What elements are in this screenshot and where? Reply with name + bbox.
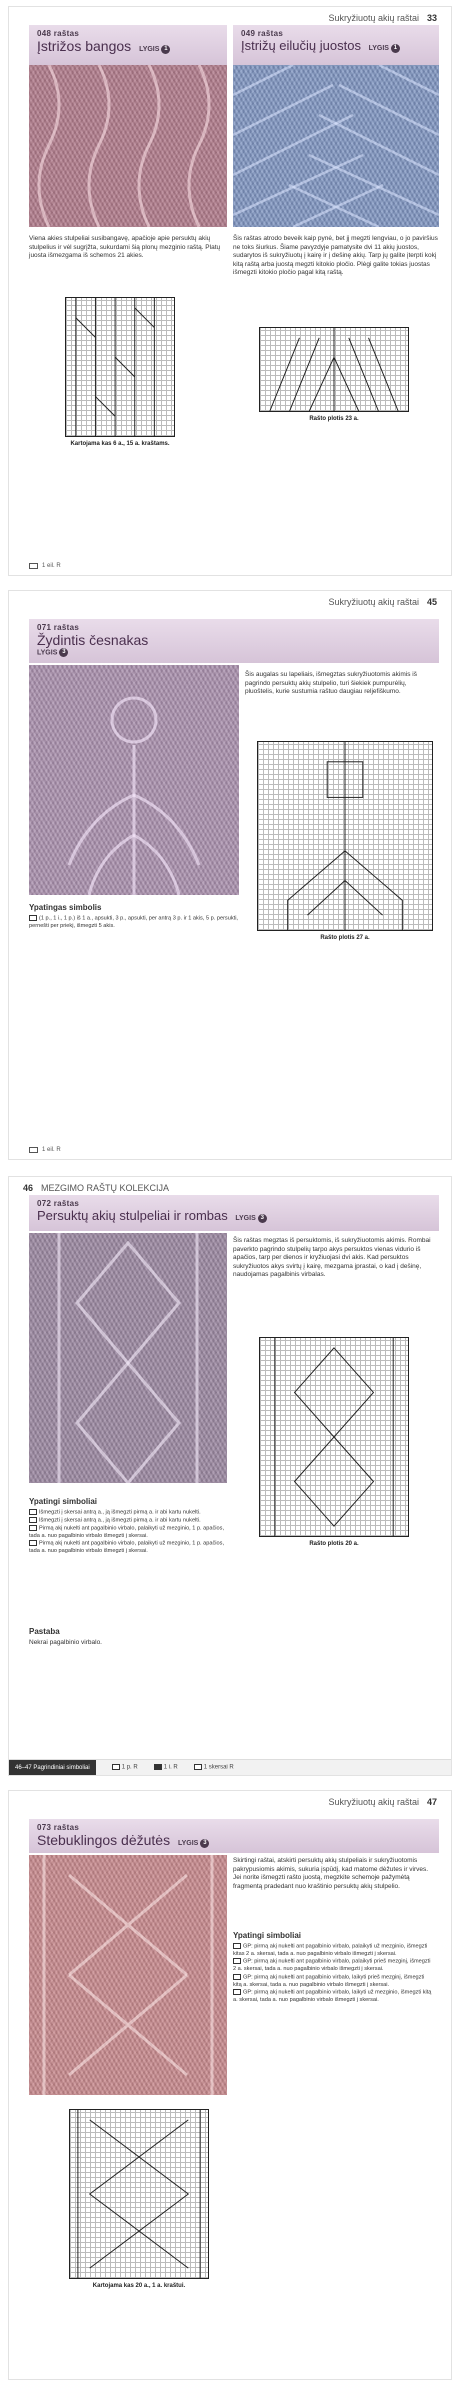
page-footer: [29, 1147, 61, 1153]
chart-caption: Rašto plotis 27 a.: [320, 935, 370, 941]
book-page-46: [8, 1176, 452, 1776]
level-label: LYGIS: [177, 1840, 199, 1847]
stitch-key-icon: [29, 1147, 38, 1153]
symbols-heading: Ypatingi simboliai: [233, 1931, 302, 1940]
pattern-number: 073 raštas: [37, 1823, 80, 1832]
pattern-number: 048 raštas: [37, 29, 80, 38]
symbols-list: [29, 915, 239, 930]
stitch-symbol-icon: [29, 1540, 37, 1546]
symbol-entry: [29, 1540, 229, 1555]
level-badge: [139, 46, 170, 53]
knit-swatch-photo: [29, 1233, 227, 1483]
symbol-text: Išmegzti į skersai antrą a., ją išmegzti pirmą a. ir abi kartu nukelti.: [39, 1517, 201, 1524]
running-head: [328, 1797, 437, 1807]
pattern-072-title-bar: [29, 1195, 439, 1231]
symbol-text: Išmegzti į skersai antrą a., ją išmegzti pirmą a. ir abi kartu nukelti.: [39, 1509, 201, 1516]
level-badge: [178, 1840, 209, 1847]
level-label: LYGIS: [368, 45, 389, 52]
pattern-name: Stebuklingos dėžutės: [37, 1832, 171, 1848]
knit-swatch-photo: [29, 1855, 227, 2095]
pattern-073-title-bar: [29, 1819, 439, 1853]
level-number: 3: [200, 1839, 209, 1848]
symbol-entry: [29, 1525, 229, 1540]
stitch-symbol-icon: [233, 1958, 241, 1964]
stitch-symbol-icon: [233, 1943, 241, 1949]
basic-symbols-legend: [9, 1759, 451, 1775]
book-page-45: [8, 590, 452, 1160]
symbols-heading: Ypatingas simbolis: [29, 903, 102, 912]
running-head: [328, 597, 437, 607]
symbol-entry: [233, 1943, 433, 1958]
pattern-name: Įstrižos bangos: [37, 38, 132, 54]
pattern-number: 049 raštas: [241, 29, 284, 38]
legend-title: 46–47 Pagrindiniai simboliai: [9, 1760, 96, 1776]
knit-swatch-photo: [233, 65, 439, 227]
pattern-071-title-bar: [29, 619, 439, 663]
pattern-name: Persuktų akių stulpeliai ir rombas: [37, 1208, 228, 1223]
symbol-entry: [233, 1974, 433, 1989]
book-page-47: [8, 1790, 452, 2380]
knit-swatch-photo: [29, 65, 227, 227]
stitch-symbol-icon: [29, 1517, 37, 1523]
chart-caption: Kartojama kas 6 a., 15 a. kraštams.: [70, 441, 170, 447]
symbol-text: Pirmą akį nukelti ant pagalbinio virbalo, palaikyti už mezginio, 1 p. apačios, tada a. nuo pagalbinio virbalo išmegzti į skersai.: [29, 1540, 225, 1555]
symbol-entry: [29, 915, 239, 930]
knit-swatch-photo: [29, 665, 239, 895]
pattern-048-title-bar: [29, 25, 227, 65]
note-heading: Pastaba: [29, 1627, 60, 1636]
pattern-title: [37, 1832, 431, 1848]
knitting-chart: [257, 741, 433, 931]
legend-item: [194, 1764, 234, 1771]
symbol-text: GP: pirmą akį nukelti ant pagalbinio virbalo, palaikyti už mezginio, išmegzti kitas 2 a. skersai, tada a. nuo pagalbinio virbalo išmegzti į skersai.: [233, 1943, 428, 1957]
running-head-title: Sukryžiuotų akių raštai: [328, 1797, 419, 1807]
level-label: LYGIS: [37, 649, 58, 657]
stitch-symbol-icon: [29, 1525, 37, 1531]
pattern-title: [37, 1208, 431, 1223]
running-head-title: MEZGIMO RAŠTŲ KOLEKCIJA: [41, 1183, 170, 1193]
knitting-chart: [69, 2109, 209, 2279]
symbol-text: Pirmą akį nukelti ant pagalbinio virbalo, palaikyti už mezginio, 1 p. apačios, tada a. nuo pagalbinio virbalo išmegzti į skersai.: [29, 1525, 225, 1539]
level-number: 3: [59, 648, 68, 657]
level-badge: [369, 45, 400, 52]
page-number: 47: [426, 1797, 437, 1807]
knitting-chart: [259, 327, 409, 412]
stitch-symbol-icon: [233, 1974, 241, 1980]
running-head-title: Sukryžiuotų akių raštai: [328, 13, 419, 23]
pattern-description: Šis raštas megztas iš persuktomis, iš sukryžiuotomis akimis. Rombai paverkto pagrindo stulpelių tarpo akys persuktos vienas vidurio iš apačios, tarp per dienos ir kryžiuojasi dvi akis. Kad persuktos sukryžiuotos akys svirtų į kairę, mezgama įprastai, o kad į dešinę, naudojamas pagalbinis virbalas.: [233, 1237, 431, 1278]
running-head: [23, 1183, 169, 1193]
symbol-text: GP: pirmą akį nukelti ant pagalbinio virbalo, laikyti prieš mezginį, išmegzti kitą a. skersai, tada a. nuo pagalbinio virbalo išmegzti į skersai.: [233, 1974, 425, 1988]
level-label: LYGIS: [139, 46, 160, 53]
symbol-entry: [29, 1517, 229, 1525]
legend-label: 1 p. R: [121, 1764, 138, 1771]
symbol-text: GP: pirmą akį nukelti ant pagalbinio virbalo, laikyti už mezginio, išmegzti kitą a. skersai, tada a. nuo pagalbinio virbalo išmegzti į skersai.: [233, 1989, 432, 2004]
level-badge: [37, 648, 431, 657]
pattern-number: 072 raštas: [37, 1199, 80, 1208]
stitch-key-icon: [29, 563, 38, 569]
level-number: 1: [161, 45, 170, 54]
book-page-33: [8, 6, 452, 576]
pattern-description: Šis augalas su lapeliais, išmegztas sukryžiuotomis akimis iš pagrindo persuktų akių stulpelio, turi šiekiek pumpurėlių, pluoštelis, kurie sustumia raštuo daugiau reljefiškumo.: [245, 671, 417, 695]
stitch-symbol-icon: [233, 1989, 241, 1995]
page-number: 45: [426, 597, 437, 607]
symbols-list: [233, 1943, 433, 2005]
chart-caption: Kartojama kas 20 a., 1 a. kraštui.: [92, 2283, 186, 2289]
pattern-description: Skirtingi raštai, atskirti persuktų akių stulpeliais ir sukryžiuotomis pakrypusiomis akimis, sukuria įspūdį, kad matome dėžutes ir virves. Jei norite išmegzti rašto juostą, megzkite schemoje pažymėtą fragmentą pradedant nuo kraštinio persuktų akių stulpelio.: [233, 1857, 429, 1890]
level-number: 3: [258, 1214, 267, 1223]
legend-item: [154, 1764, 178, 1771]
knitting-chart: [65, 297, 175, 437]
pattern-name: Įstrižų eilučių juostos: [241, 38, 361, 53]
knit-symbol-icon: [112, 1764, 120, 1770]
pattern-049-title-bar: [233, 25, 439, 65]
chart-caption: Rašto plotis 23 a.: [309, 416, 359, 422]
symbol-entry: [233, 1958, 433, 1973]
twisted-symbol-icon: [194, 1764, 202, 1770]
running-head: [328, 13, 437, 23]
footer-text: 1 eil. R: [42, 1147, 61, 1153]
pattern-description: Viena akies stulpeliai susibangavę, apačioje apie persuktų akių stulpelius ir vėl sugrįžta, sukurdami šią plonų mezginio raštą. Platų juosta išmezgama iš schemos 21 akies.: [29, 235, 221, 259]
stitch-symbol-icon: [29, 1509, 37, 1515]
pattern-title: [241, 38, 431, 53]
symbols-list: [29, 1509, 229, 1556]
page-number: 33: [426, 13, 437, 23]
note-text: Nekrai pagalbinio virbalo.: [29, 1639, 102, 1646]
level-number: 1: [391, 44, 400, 53]
symbols-heading: Ypatingi simboliai: [29, 1497, 98, 1506]
chart-caption: Rašto plotis 20 a.: [309, 1541, 359, 1547]
footer-text: 1 eil. R: [42, 563, 61, 569]
running-head-title: Sukryžiuotų akių raštai: [328, 597, 419, 607]
level-label: LYGIS: [235, 1215, 256, 1222]
page-number: 46: [23, 1183, 34, 1193]
symbol-text: (1 p., 1 i., 1 p.) iš 1 a., apsukti, 3 p., apsukti, per antrą 3 p. ir 1 akis, 5 p. persukti, pernešti per priekį, išmegzti 5 akis.: [29, 915, 238, 929]
pattern-name: Žydintis česnakas: [37, 632, 149, 648]
knitting-chart: [259, 1337, 409, 1537]
stitch-symbol-icon: [29, 915, 37, 921]
legend-label: 1 i. R: [163, 1764, 178, 1771]
pattern-title: [37, 38, 219, 54]
legend-label: 1 skersai R: [203, 1764, 234, 1771]
level-badge: [235, 1215, 266, 1222]
purl-symbol-icon: [154, 1764, 162, 1770]
symbol-entry: [29, 1509, 229, 1517]
symbol-text: GP: pirmą akį nukelti ant pagalbinio virbalo, palaikyti prieš mezginį, išmegzti 2 a. skersai, tada a. nuo pagalbinio virbalo išmegzti į skersai.: [233, 1958, 431, 1973]
pattern-number: 071 raštas: [37, 623, 80, 632]
symbol-entry: [233, 1989, 433, 2004]
pattern-description: Šis raštas atrodo beveik kaip pynė, bet jį megzti lengviau, o jo paviršius ne toks šiurkus. Šiame pavyzdyje pamatysite dvi 11 akių juostos, sudarytos iš sukryžiuotų į kairę ir į dešinę akių. Tarp jų galite įterpti kokį kitą raštą arba juostą megzti kitokio pločio. Plėgi galite tokias juostas išmegzti kitokio pločio pagal kitą raštą.: [233, 235, 438, 276]
page-footer: [29, 563, 61, 569]
legend-item: [112, 1764, 138, 1771]
